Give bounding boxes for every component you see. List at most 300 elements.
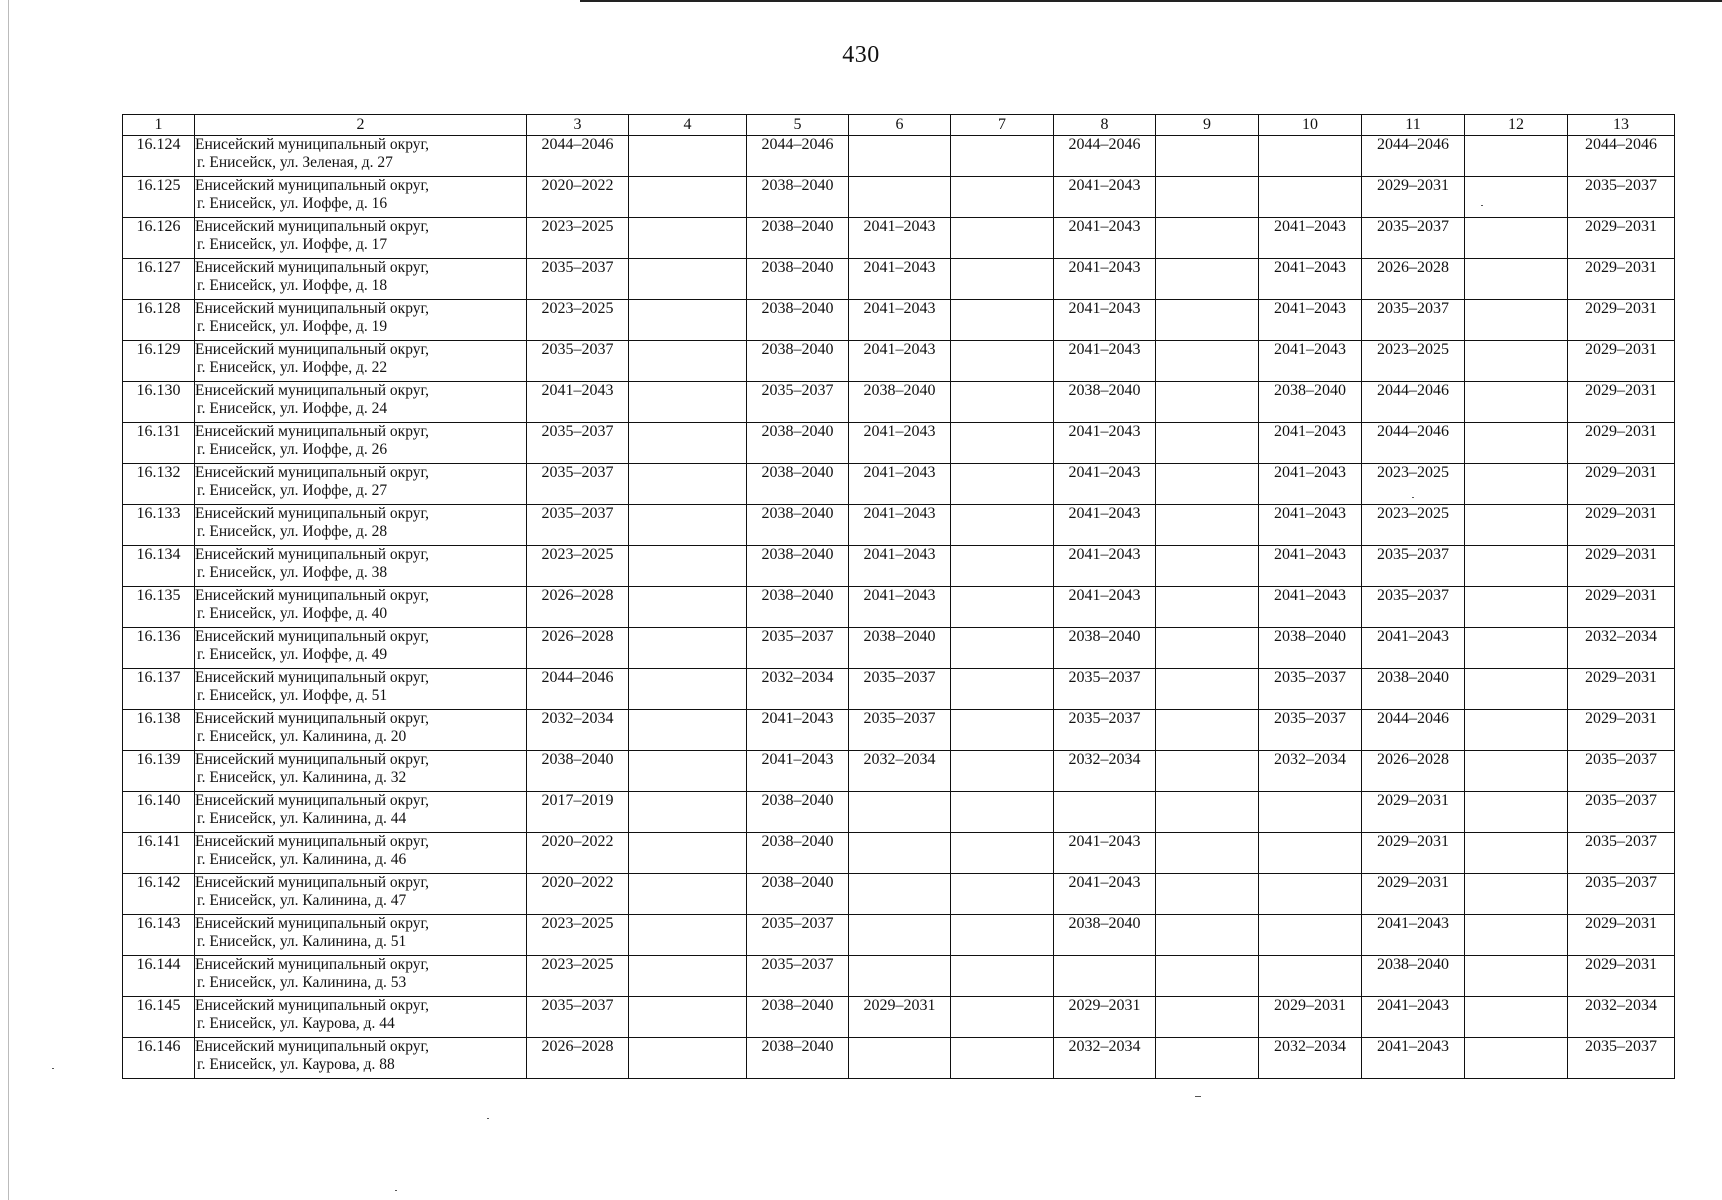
year-range-cell-col-7 — [951, 833, 1054, 874]
year-range-cell-col-10: 2041–2043 — [1259, 341, 1362, 382]
year-range-cell-col-12 — [1465, 177, 1568, 218]
year-range-cell-col-10: 2038–2040 — [1259, 382, 1362, 423]
year-range-cell-col-9 — [1156, 382, 1259, 423]
column-header: 13 — [1568, 115, 1675, 136]
year-range-cell-col-11: 2035–2037 — [1362, 587, 1465, 628]
year-range-cell-col-6: 2041–2043 — [849, 546, 951, 587]
address-line-district: Енисейский муниципальный округ, — [195, 956, 429, 973]
year-range-cell-col-5: 2041–2043 — [747, 751, 849, 792]
year-range-cell-col-4 — [629, 300, 747, 341]
year-range-cell-col-3: 2023–2025 — [527, 915, 629, 956]
year-range-cell-col-12 — [1465, 710, 1568, 751]
year-range-cell-col-12 — [1465, 259, 1568, 300]
year-range-cell-col-10: 2041–2043 — [1259, 300, 1362, 341]
year-range-cell-col-4 — [629, 874, 747, 915]
year-range-cell-col-12 — [1465, 751, 1568, 792]
address-line-street: г. Енисейск, ул. Иоффе, д. 38 — [197, 564, 388, 581]
column-header: 3 — [527, 115, 629, 136]
year-range-cell-col-4 — [629, 956, 747, 997]
year-range-cell-col-3: 2041–2043 — [527, 382, 629, 423]
year-range-cell-col-5: 2038–2040 — [747, 423, 849, 464]
year-range-cell-col-13: 2044–2046 — [1568, 136, 1675, 177]
table-row — [123, 710, 1675, 751]
year-range-cell-col-4 — [629, 341, 747, 382]
table-header — [123, 115, 1675, 136]
year-range-cell-col-8: 2041–2043 — [1054, 546, 1156, 587]
address-line-district: Енисейский муниципальный округ, — [195, 382, 429, 399]
row-number-cell: 16.137 — [123, 669, 195, 710]
address-line-district: Енисейский муниципальный округ, — [195, 833, 429, 850]
year-range-cell-col-3: 2023–2025 — [527, 546, 629, 587]
year-range-cell-col-10: 2041–2043 — [1259, 546, 1362, 587]
year-range-cell-col-6: 2041–2043 — [849, 341, 951, 382]
year-range-cell-col-13: 2029–2031 — [1568, 259, 1675, 300]
address-cell — [195, 628, 527, 669]
address-line-district: Енисейский муниципальный округ, — [195, 792, 429, 809]
address-cell — [195, 300, 527, 341]
year-range-cell-col-3: 2026–2028 — [527, 628, 629, 669]
year-range-cell-col-5: 2038–2040 — [747, 546, 849, 587]
year-range-cell-col-7 — [951, 751, 1054, 792]
address-line-street: г. Енисейск, ул. Калинина, д. 20 — [197, 728, 407, 745]
year-range-cell-col-12 — [1465, 300, 1568, 341]
year-range-cell-col-10: 2035–2037 — [1259, 710, 1362, 751]
address-line-street: г. Енисейск, ул. Иоффе, д. 17 — [197, 236, 388, 253]
column-header: 1 — [123, 115, 195, 136]
year-range-cell-col-6 — [849, 833, 951, 874]
year-range-cell-col-8: 2044–2046 — [1054, 136, 1156, 177]
year-range-cell-col-6: 2035–2037 — [849, 710, 951, 751]
year-range-cell-col-8: 2041–2043 — [1054, 218, 1156, 259]
year-range-cell-col-8: 2041–2043 — [1054, 423, 1156, 464]
year-range-cell-col-5: 2038–2040 — [747, 464, 849, 505]
year-range-cell-col-9 — [1156, 300, 1259, 341]
year-range-cell-col-13: 2029–2031 — [1568, 669, 1675, 710]
row-number-cell: 16.138 — [123, 710, 195, 751]
year-range-cell-col-3: 2017–2019 — [527, 792, 629, 833]
address-line-district: Енисейский муниципальный округ, — [195, 177, 429, 194]
row-number-cell: 16.140 — [123, 792, 195, 833]
address-line-street: г. Енисейск, ул. Иоффе, д. 26 — [197, 441, 388, 458]
address-line-district: Енисейский муниципальный округ, — [195, 751, 429, 768]
year-range-cell-col-3: 2035–2037 — [527, 423, 629, 464]
year-range-cell-col-8 — [1054, 956, 1156, 997]
year-range-cell-col-9 — [1156, 751, 1259, 792]
year-range-cell-col-8: 2038–2040 — [1054, 915, 1156, 956]
scan-speck — [395, 1190, 397, 1191]
year-range-cell-col-8: 2041–2043 — [1054, 505, 1156, 546]
year-range-cell-col-12 — [1465, 218, 1568, 259]
column-header: 10 — [1259, 115, 1362, 136]
year-range-cell-col-9 — [1156, 259, 1259, 300]
table-row — [123, 587, 1675, 628]
year-range-cell-col-4 — [629, 218, 747, 259]
year-range-cell-col-3: 2026–2028 — [527, 587, 629, 628]
year-range-cell-col-3: 2035–2037 — [527, 505, 629, 546]
year-range-cell-col-13: 2029–2031 — [1568, 587, 1675, 628]
year-range-cell-col-13: 2029–2031 — [1568, 915, 1675, 956]
column-header: 8 — [1054, 115, 1156, 136]
table-row — [123, 546, 1675, 587]
address-line-district: Енисейский муниципальный округ, — [195, 300, 429, 317]
address-line-district: Енисейский муниципальный округ, — [195, 546, 429, 563]
year-range-cell-col-12 — [1465, 1038, 1568, 1079]
year-range-cell-col-8: 2041–2043 — [1054, 259, 1156, 300]
year-range-cell-col-8: 2035–2037 — [1054, 669, 1156, 710]
year-range-cell-col-4 — [629, 751, 747, 792]
year-range-cell-col-8: 2038–2040 — [1054, 382, 1156, 423]
row-number-cell: 16.143 — [123, 915, 195, 956]
address-cell — [195, 177, 527, 218]
year-range-cell-col-9 — [1156, 546, 1259, 587]
table-row — [123, 751, 1675, 792]
address-line-street: г. Енисейск, ул. Иоффе, д. 49 — [197, 646, 388, 663]
year-range-cell-col-4 — [629, 587, 747, 628]
year-range-cell-col-10 — [1259, 792, 1362, 833]
year-range-cell-col-10: 2029–2031 — [1259, 997, 1362, 1038]
address-line-street: г. Енисейск, ул. Калинина, д. 47 — [197, 892, 407, 909]
year-range-cell-col-13: 2029–2031 — [1568, 464, 1675, 505]
year-range-cell-col-6: 2029–2031 — [849, 997, 951, 1038]
year-range-cell-col-9 — [1156, 136, 1259, 177]
year-range-cell-col-11: 2026–2028 — [1362, 751, 1465, 792]
table-row — [123, 300, 1675, 341]
year-range-cell-col-8: 2041–2043 — [1054, 464, 1156, 505]
year-range-cell-col-9 — [1156, 1038, 1259, 1079]
address-line-district: Енисейский муниципальный округ, — [195, 587, 429, 604]
year-range-cell-col-13: 2029–2031 — [1568, 300, 1675, 341]
address-line-street: г. Енисейск, ул. Иоффе, д. 22 — [197, 359, 388, 376]
year-range-cell-col-3: 2023–2025 — [527, 300, 629, 341]
table-row — [123, 833, 1675, 874]
year-range-cell-col-11: 2023–2025 — [1362, 505, 1465, 546]
year-range-cell-col-6: 2041–2043 — [849, 259, 951, 300]
address-line-street: г. Енисейск, ул. Калинина, д. 46 — [197, 851, 407, 868]
table-row — [123, 136, 1675, 177]
year-range-cell-col-10: 2032–2034 — [1259, 1038, 1362, 1079]
address-line-district: Енисейский муниципальный округ, — [195, 259, 429, 276]
year-range-cell-col-4 — [629, 1038, 747, 1079]
year-range-cell-col-4 — [629, 833, 747, 874]
address-line-street: г. Енисейск, ул. Иоффе, д. 51 — [197, 687, 388, 704]
year-range-cell-col-13: 2035–2037 — [1568, 874, 1675, 915]
table-row — [123, 997, 1675, 1038]
year-range-cell-col-4 — [629, 628, 747, 669]
year-range-cell-col-13: 2029–2031 — [1568, 546, 1675, 587]
year-range-cell-col-8: 2041–2043 — [1054, 177, 1156, 218]
address-line-district: Енисейский муниципальный округ, — [195, 136, 429, 153]
table-row — [123, 956, 1675, 997]
year-range-cell-col-10 — [1259, 177, 1362, 218]
year-range-cell-col-3: 2035–2037 — [527, 464, 629, 505]
year-range-cell-col-12 — [1465, 587, 1568, 628]
year-range-cell-col-7 — [951, 874, 1054, 915]
row-number-cell: 16.132 — [123, 464, 195, 505]
year-range-cell-col-11: 2044–2046 — [1362, 423, 1465, 464]
year-range-cell-col-7 — [951, 587, 1054, 628]
row-number-cell: 16.139 — [123, 751, 195, 792]
address-line-street: г. Енисейск, ул. Иоффе, д. 19 — [197, 318, 388, 335]
row-number-cell: 16.144 — [123, 956, 195, 997]
year-range-cell-col-5: 2038–2040 — [747, 587, 849, 628]
address-cell — [195, 505, 527, 546]
year-range-cell-col-10: 2038–2040 — [1259, 628, 1362, 669]
year-range-cell-col-10: 2041–2043 — [1259, 464, 1362, 505]
year-range-cell-col-7 — [951, 669, 1054, 710]
year-range-cell-col-4 — [629, 997, 747, 1038]
row-number-cell: 16.130 — [123, 382, 195, 423]
year-range-cell-col-11: 2044–2046 — [1362, 136, 1465, 177]
year-range-cell-col-9 — [1156, 505, 1259, 546]
year-range-cell-col-6: 2041–2043 — [849, 218, 951, 259]
year-range-cell-col-5: 2038–2040 — [747, 341, 849, 382]
year-range-cell-col-7 — [951, 546, 1054, 587]
address-cell — [195, 833, 527, 874]
year-range-cell-col-11: 2035–2037 — [1362, 218, 1465, 259]
year-range-cell-col-5: 2038–2040 — [747, 218, 849, 259]
address-cell — [195, 546, 527, 587]
year-range-cell-col-11: 2023–2025 — [1362, 464, 1465, 505]
year-range-cell-col-10: 2041–2043 — [1259, 259, 1362, 300]
year-range-cell-col-10: 2041–2043 — [1259, 587, 1362, 628]
address-cell — [195, 956, 527, 997]
year-range-cell-col-12 — [1465, 628, 1568, 669]
year-range-cell-col-13: 2029–2031 — [1568, 341, 1675, 382]
year-range-cell-col-6: 2041–2043 — [849, 505, 951, 546]
year-range-cell-col-4 — [629, 669, 747, 710]
address-line-street: г. Енисейск, ул. Каурова, д. 88 — [197, 1056, 395, 1073]
table-row — [123, 177, 1675, 218]
table-row — [123, 792, 1675, 833]
column-header: 6 — [849, 115, 951, 136]
year-range-cell-col-11: 2029–2031 — [1362, 792, 1465, 833]
year-range-cell-col-7 — [951, 423, 1054, 464]
year-range-cell-col-11: 2044–2046 — [1362, 710, 1465, 751]
year-range-cell-col-9 — [1156, 915, 1259, 956]
year-range-cell-col-11: 2041–2043 — [1362, 1038, 1465, 1079]
year-range-cell-col-5: 2038–2040 — [747, 833, 849, 874]
address-cell — [195, 1038, 527, 1079]
year-range-cell-col-6 — [849, 1038, 951, 1079]
column-header: 2 — [195, 115, 527, 136]
year-range-cell-col-6 — [849, 792, 951, 833]
year-range-cell-col-9 — [1156, 997, 1259, 1038]
scan-speck — [487, 1118, 489, 1119]
address-line-street: г. Енисейск, ул. Зеленая, д. 27 — [197, 154, 393, 171]
year-range-cell-col-10: 2041–2043 — [1259, 423, 1362, 464]
year-range-cell-col-3: 2044–2046 — [527, 669, 629, 710]
address-line-district: Енисейский муниципальный округ, — [195, 997, 429, 1014]
address-line-district: Енисейский муниципальный округ, — [195, 464, 429, 481]
year-range-cell-col-5: 2038–2040 — [747, 874, 849, 915]
schedule-table — [122, 114, 1675, 1079]
row-number-cell: 16.136 — [123, 628, 195, 669]
year-range-cell-col-6 — [849, 874, 951, 915]
year-range-cell-col-7 — [951, 464, 1054, 505]
year-range-cell-col-11: 2041–2043 — [1362, 915, 1465, 956]
year-range-cell-col-13: 2029–2031 — [1568, 710, 1675, 751]
address-line-street: г. Енисейск, ул. Иоффе, д. 27 — [197, 482, 388, 499]
year-range-cell-col-3: 2020–2022 — [527, 833, 629, 874]
year-range-cell-col-4 — [629, 136, 747, 177]
address-cell — [195, 669, 527, 710]
year-range-cell-col-9 — [1156, 628, 1259, 669]
year-range-cell-col-4 — [629, 792, 747, 833]
address-cell — [195, 464, 527, 505]
year-range-cell-col-13: 2035–2037 — [1568, 792, 1675, 833]
address-line-street: г. Енисейск, ул. Калинина, д. 51 — [197, 933, 407, 950]
year-range-cell-col-3: 2044–2046 — [527, 136, 629, 177]
year-range-cell-col-5: 2038–2040 — [747, 792, 849, 833]
table-row — [123, 259, 1675, 300]
year-range-cell-col-7 — [951, 792, 1054, 833]
year-range-cell-col-5: 2035–2037 — [747, 956, 849, 997]
year-range-cell-col-6 — [849, 136, 951, 177]
address-line-street: г. Енисейск, ул. Иоффе, д. 28 — [197, 523, 388, 540]
year-range-cell-col-13: 2029–2031 — [1568, 423, 1675, 464]
year-range-cell-col-10: 2041–2043 — [1259, 218, 1362, 259]
year-range-cell-col-6 — [849, 956, 951, 997]
year-range-cell-col-12 — [1465, 874, 1568, 915]
year-range-cell-col-10 — [1259, 915, 1362, 956]
year-range-cell-col-9 — [1156, 464, 1259, 505]
year-range-cell-col-6: 2032–2034 — [849, 751, 951, 792]
year-range-cell-col-5: 2041–2043 — [747, 710, 849, 751]
year-range-cell-col-13: 2032–2034 — [1568, 997, 1675, 1038]
year-range-cell-col-3: 2038–2040 — [527, 751, 629, 792]
scan-speck — [1195, 1096, 1201, 1097]
year-range-cell-col-12 — [1465, 341, 1568, 382]
table-body — [123, 136, 1675, 1079]
year-range-cell-col-12 — [1465, 833, 1568, 874]
year-range-cell-col-12 — [1465, 669, 1568, 710]
year-range-cell-col-6: 2041–2043 — [849, 587, 951, 628]
address-cell — [195, 997, 527, 1038]
column-header: 12 — [1465, 115, 1568, 136]
address-cell — [195, 136, 527, 177]
year-range-cell-col-7 — [951, 505, 1054, 546]
address-line-district: Енисейский муниципальный округ, — [195, 710, 429, 727]
year-range-cell-col-8: 2032–2034 — [1054, 1038, 1156, 1079]
year-range-cell-col-4 — [629, 259, 747, 300]
row-number-cell: 16.135 — [123, 587, 195, 628]
year-range-cell-col-7 — [951, 259, 1054, 300]
year-range-cell-col-3: 2035–2037 — [527, 997, 629, 1038]
year-range-cell-col-4 — [629, 546, 747, 587]
year-range-cell-col-9 — [1156, 669, 1259, 710]
year-range-cell-col-11: 2041–2043 — [1362, 997, 1465, 1038]
scan-speck — [1412, 497, 1414, 498]
address-line-district: Енисейский муниципальный округ, — [195, 505, 429, 522]
row-number-cell: 16.134 — [123, 546, 195, 587]
column-header: 9 — [1156, 115, 1259, 136]
year-range-cell-col-12 — [1465, 423, 1568, 464]
year-range-cell-col-4 — [629, 423, 747, 464]
year-range-cell-col-11: 2029–2031 — [1362, 874, 1465, 915]
column-header: 4 — [629, 115, 747, 136]
address-cell — [195, 874, 527, 915]
year-range-cell-col-3: 2023–2025 — [527, 218, 629, 259]
year-range-cell-col-9 — [1156, 341, 1259, 382]
year-range-cell-col-5: 2038–2040 — [747, 1038, 849, 1079]
year-range-cell-col-6: 2041–2043 — [849, 464, 951, 505]
year-range-cell-col-6 — [849, 915, 951, 956]
table-row — [123, 505, 1675, 546]
row-number-cell: 16.126 — [123, 218, 195, 259]
year-range-cell-col-12 — [1465, 915, 1568, 956]
year-range-cell-col-3: 2035–2037 — [527, 259, 629, 300]
row-number-cell: 16.145 — [123, 997, 195, 1038]
year-range-cell-col-6: 2038–2040 — [849, 382, 951, 423]
year-range-cell-col-12 — [1465, 792, 1568, 833]
year-range-cell-col-5: 2038–2040 — [747, 505, 849, 546]
year-range-cell-col-11: 2029–2031 — [1362, 177, 1465, 218]
year-range-cell-col-7 — [951, 382, 1054, 423]
year-range-cell-col-7 — [951, 1038, 1054, 1079]
table-row — [123, 874, 1675, 915]
scan-speck — [1481, 205, 1483, 206]
address-cell — [195, 382, 527, 423]
year-range-cell-col-11: 2038–2040 — [1362, 956, 1465, 997]
table-row — [123, 1038, 1675, 1079]
address-line-street: г. Енисейск, ул. Иоффе, д. 16 — [197, 195, 388, 212]
address-line-street: г. Енисейск, ул. Каурова, д. 44 — [197, 1015, 395, 1032]
year-range-cell-col-8 — [1054, 792, 1156, 833]
year-range-cell-col-10 — [1259, 956, 1362, 997]
year-range-cell-col-6: 2035–2037 — [849, 669, 951, 710]
address-cell — [195, 710, 527, 751]
year-range-cell-col-13: 2032–2034 — [1568, 628, 1675, 669]
table-row — [123, 669, 1675, 710]
year-range-cell-col-7 — [951, 218, 1054, 259]
year-range-cell-col-12 — [1465, 382, 1568, 423]
year-range-cell-col-11: 2026–2028 — [1362, 259, 1465, 300]
year-range-cell-col-9 — [1156, 874, 1259, 915]
year-range-cell-col-9 — [1156, 833, 1259, 874]
year-range-cell-col-5: 2038–2040 — [747, 997, 849, 1038]
row-number-cell: 16.129 — [123, 341, 195, 382]
year-range-cell-col-9 — [1156, 177, 1259, 218]
year-range-cell-col-7 — [951, 136, 1054, 177]
address-line-district: Енисейский муниципальный округ, — [195, 874, 429, 891]
year-range-cell-col-12 — [1465, 136, 1568, 177]
year-range-cell-col-9 — [1156, 956, 1259, 997]
year-range-cell-col-12 — [1465, 956, 1568, 997]
year-range-cell-col-6 — [849, 177, 951, 218]
left-edge-line — [8, 0, 9, 1200]
year-range-cell-col-8: 2041–2043 — [1054, 874, 1156, 915]
row-number-cell: 16.124 — [123, 136, 195, 177]
address-line-district: Енисейский муниципальный округ, — [195, 915, 429, 932]
address-line-district: Енисейский муниципальный округ, — [195, 341, 429, 358]
year-range-cell-col-5: 2038–2040 — [747, 259, 849, 300]
address-cell — [195, 423, 527, 464]
year-range-cell-col-12 — [1465, 546, 1568, 587]
year-range-cell-col-7 — [951, 300, 1054, 341]
year-range-cell-col-9 — [1156, 710, 1259, 751]
table-row — [123, 341, 1675, 382]
year-range-cell-col-4 — [629, 710, 747, 751]
year-range-cell-col-11: 2029–2031 — [1362, 833, 1465, 874]
row-number-cell: 16.125 — [123, 177, 195, 218]
year-range-cell-col-10: 2035–2037 — [1259, 669, 1362, 710]
year-range-cell-col-12 — [1465, 464, 1568, 505]
table-row — [123, 218, 1675, 259]
table-row — [123, 464, 1675, 505]
year-range-cell-col-4 — [629, 382, 747, 423]
year-range-cell-col-13: 2035–2037 — [1568, 177, 1675, 218]
year-range-cell-col-10 — [1259, 874, 1362, 915]
